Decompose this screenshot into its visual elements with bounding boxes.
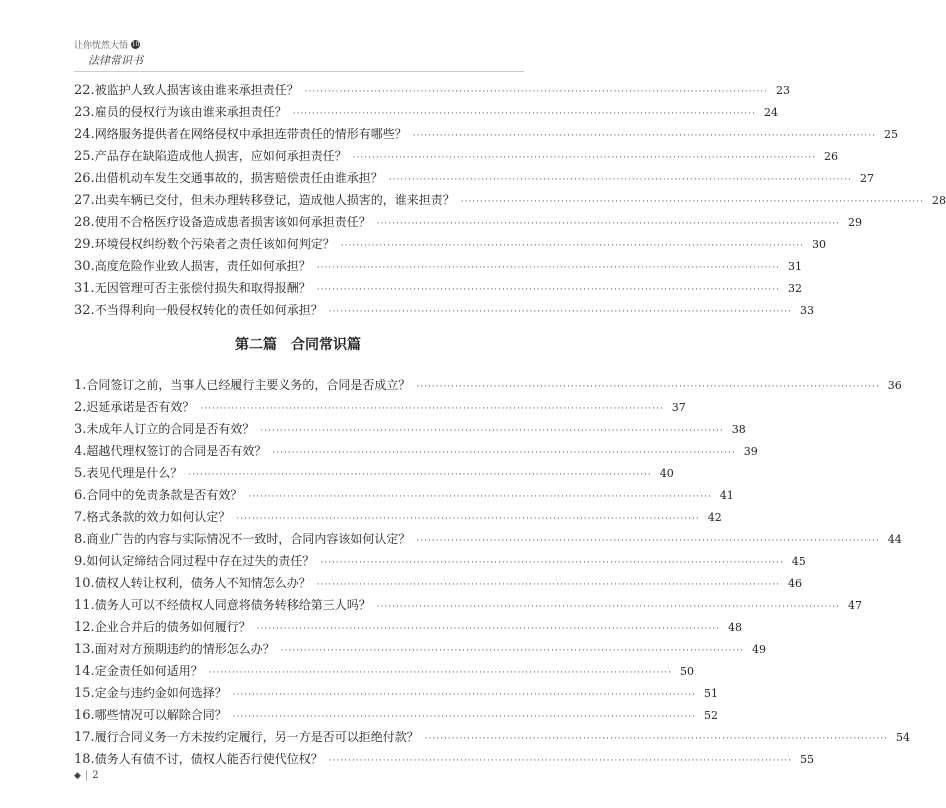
toc-entry[interactable] bbox=[74, 748, 815, 770]
running-header bbox=[74, 38, 143, 67]
toc-entry-title: 表见代理是什么？ bbox=[86, 466, 183, 480]
toc-entry-title: 超越代理权签订的合同是否有效？ bbox=[86, 444, 267, 458]
toc-entry-page: 25 bbox=[884, 128, 899, 141]
toc-entry-page: 31 bbox=[788, 260, 803, 273]
toc-dot-leader: ························································································································ bbox=[232, 690, 697, 700]
toc-dot-leader: ························································································································ bbox=[256, 624, 721, 634]
toc-entry-title: 如何认定缔结合同过程中存在过失的责任？ bbox=[86, 554, 315, 568]
toc-entry-page: 26 bbox=[824, 150, 839, 163]
toc-entry-title: 无因管理可否主张偿付损失和取得报酬？ bbox=[94, 281, 311, 295]
toc-entry-title: 格式条款的效力如何认定？ bbox=[86, 510, 231, 524]
toc-entry-title: 雇员的侵权行为该由谁来承担责任？ bbox=[94, 105, 287, 119]
toc-dot-leader: ························································································································ bbox=[424, 734, 889, 744]
toc-entry[interactable] bbox=[74, 682, 719, 704]
series-name: 让你恍然大悟 bbox=[74, 41, 129, 51]
toc-entry-page: 29 bbox=[848, 216, 863, 229]
toc-dot-leader: ························································································································ bbox=[328, 756, 793, 766]
toc-entry-title: 履行合同义务一方未按约定履行，另一方是否可以拒绝付款？ bbox=[94, 730, 419, 744]
toc-entry[interactable] bbox=[74, 726, 911, 748]
toc-entry-number: 18. bbox=[74, 752, 95, 767]
toc-entry-page: 40 bbox=[659, 467, 674, 480]
toc-entry-number: 14. bbox=[74, 664, 95, 679]
toc-dot-leader: ························································································································ bbox=[236, 514, 700, 524]
toc-entry-page: 27 bbox=[860, 172, 875, 185]
toc-entry-page: 30 bbox=[812, 238, 827, 251]
toc-dot-leader: ························································································································ bbox=[280, 646, 745, 656]
toc-entry[interactable] bbox=[74, 704, 719, 726]
toc-entry-number: 24. bbox=[74, 127, 95, 142]
toc-dot-leader: ························································································································ bbox=[272, 448, 736, 458]
toc-entry-number: 17. bbox=[74, 730, 95, 745]
toc-entry[interactable] bbox=[74, 484, 734, 506]
toc-entry-title: 未成年人订立的合同是否有效？ bbox=[86, 422, 255, 436]
toc-entry-title: 出借机动车发生交通事故的，损害赔偿责任由谁承担？ bbox=[94, 171, 383, 185]
toc-entry-number: 3. bbox=[74, 422, 87, 437]
toc-entry-number: 5. bbox=[74, 466, 87, 481]
toc-entry-title: 企业合并后的债务如何履行？ bbox=[94, 620, 251, 634]
toc-entry-page: 49 bbox=[752, 643, 767, 656]
series-badge-icon: 10 bbox=[131, 41, 140, 48]
toc-entry-title: 使用不合格医疗设备造成患者损害该如何承担责任？ bbox=[94, 215, 371, 229]
toc-entry-page: 39 bbox=[743, 445, 758, 458]
toc-entry[interactable] bbox=[74, 189, 946, 211]
toc-entry-number: 25. bbox=[74, 149, 95, 164]
toc-dot-leader: ························································································································ bbox=[232, 712, 697, 722]
toc-section-2 bbox=[74, 374, 911, 770]
toc-dot-leader: ························································································································ bbox=[376, 219, 841, 229]
toc-entry[interactable] bbox=[74, 374, 902, 396]
toc-entry-page: 47 bbox=[848, 599, 863, 612]
toc-entry-page: 41 bbox=[719, 489, 734, 502]
toc-entry[interactable] bbox=[74, 101, 779, 123]
toc-entry[interactable] bbox=[74, 167, 875, 189]
toc-entry[interactable] bbox=[74, 145, 839, 167]
toc-entry[interactable] bbox=[74, 396, 686, 418]
toc-entry-title: 定金与违约金如何选择？ bbox=[94, 686, 227, 700]
toc-entry-title: 环境侵权纠纷数个污染者之责任该如何判定？ bbox=[94, 237, 335, 251]
toc-entry-number: 32. bbox=[74, 303, 95, 318]
toc-entry-page: 37 bbox=[671, 401, 686, 414]
toc-entry-number: 9. bbox=[74, 554, 87, 569]
toc-entry-page: 46 bbox=[788, 577, 803, 590]
toc-entry-title: 产品存在缺陷造成他人损害，应如何承担责任？ bbox=[94, 149, 347, 163]
toc-dot-leader: ························································································································ bbox=[292, 109, 757, 119]
toc-entry[interactable] bbox=[74, 299, 815, 321]
toc-entry[interactable] bbox=[74, 660, 695, 682]
toc-entry-title: 迟延承诺是否有效？ bbox=[86, 400, 195, 414]
page-footer bbox=[74, 770, 99, 781]
toc-entry-number: 7. bbox=[74, 510, 87, 525]
toc-entry-number: 31. bbox=[74, 281, 95, 296]
toc-dot-leader: ························································································································ bbox=[352, 153, 817, 163]
toc-entry-number: 15. bbox=[74, 686, 95, 701]
toc-dot-leader: ························································································································ bbox=[304, 87, 769, 97]
toc-entry-number: 10. bbox=[74, 576, 95, 591]
toc-entry-number: 28. bbox=[74, 215, 95, 230]
toc-entry-page: 32 bbox=[788, 282, 803, 295]
toc-entry-number: 27. bbox=[74, 193, 95, 208]
toc-entry[interactable] bbox=[74, 550, 806, 572]
toc-entry-title: 被监护人致人损害该由谁来承担责任？ bbox=[94, 83, 299, 97]
toc-dot-leader: ························································································································ bbox=[412, 131, 877, 141]
toc-entry-title: 面对对方预期违约的情形怎么办？ bbox=[94, 642, 275, 656]
toc-entry-page: 52 bbox=[704, 709, 719, 722]
book-subtitle: 法律常识书 bbox=[88, 54, 143, 67]
toc-entry[interactable] bbox=[74, 594, 863, 616]
toc-entry[interactable] bbox=[74, 638, 767, 660]
toc-dot-leader: ························································································································ bbox=[188, 470, 652, 480]
toc-entry-number: 1. bbox=[74, 378, 87, 393]
toc-entry-title: 高度危险作业致人损害，责任如何承担？ bbox=[94, 259, 311, 273]
toc-entry[interactable] bbox=[74, 233, 827, 255]
toc-entry[interactable] bbox=[74, 211, 863, 233]
toc-entry-page: 51 bbox=[704, 687, 719, 700]
toc-entry-title: 合同中的免责条款是否有效？ bbox=[86, 488, 243, 502]
toc-entry-number: 2. bbox=[74, 400, 87, 415]
toc-entry-title: 债务人有债不讨，债权人能否行使代位权？ bbox=[94, 752, 323, 766]
toc-entry-page: 23 bbox=[776, 84, 791, 97]
toc-entry-number: 4. bbox=[74, 444, 87, 459]
footer-separator: | bbox=[84, 770, 89, 781]
toc-entry-number: 22. bbox=[74, 83, 95, 98]
toc-dot-leader: ························································································································ bbox=[316, 263, 781, 273]
toc-entry-number: 23. bbox=[74, 105, 95, 120]
toc-entry-number: 8. bbox=[74, 532, 87, 547]
toc-dot-leader: ························································································································ bbox=[208, 668, 673, 678]
toc-section-1 bbox=[74, 79, 946, 321]
toc-entry-title: 哪些情况可以解除合同？ bbox=[94, 708, 227, 722]
toc-dot-leader: ························································································································ bbox=[460, 197, 925, 207]
toc-entry[interactable] bbox=[74, 255, 803, 277]
toc-entry-page: 28 bbox=[932, 194, 946, 207]
toc-dot-leader: ························································································································ bbox=[248, 492, 712, 502]
toc-entry-page: 45 bbox=[791, 555, 806, 568]
toc-entry-number: 16. bbox=[74, 708, 95, 723]
toc-entry-number: 13. bbox=[74, 642, 95, 657]
toc-entry-title: 定金责任如何适用？ bbox=[94, 664, 203, 678]
toc-entry[interactable] bbox=[74, 277, 803, 299]
section-heading: 第二篇 合同常识篇 bbox=[235, 337, 361, 353]
series-title bbox=[74, 38, 140, 51]
toc-dot-leader: ························································································································ bbox=[316, 580, 781, 590]
toc-entry-title: 债权人转让权利，债务人不知情怎么办？ bbox=[94, 576, 311, 590]
toc-entry-title: 不当得利向一般侵权转化的责任如何承担？ bbox=[94, 303, 323, 317]
toc-entry-number: 29. bbox=[74, 237, 95, 252]
page-number: 2 bbox=[92, 770, 99, 781]
toc-entry[interactable] bbox=[74, 528, 902, 550]
toc-entry-page: 50 bbox=[680, 665, 695, 678]
toc-dot-leader: ························································································································ bbox=[416, 382, 880, 392]
toc-entry-page: 42 bbox=[707, 511, 722, 524]
toc-entry[interactable] bbox=[74, 440, 758, 462]
toc-dot-leader: ························································································································ bbox=[260, 426, 724, 436]
footer-mark-icon: ◆ bbox=[74, 770, 81, 781]
toc-entry[interactable] bbox=[74, 616, 743, 638]
toc-entry[interactable] bbox=[74, 123, 899, 145]
toc-entry-number: 30. bbox=[74, 259, 95, 274]
toc-entry[interactable] bbox=[74, 572, 803, 594]
toc-entry-page: 44 bbox=[887, 533, 902, 546]
toc-entry-page: 55 bbox=[800, 753, 815, 766]
toc-dot-leader: ························································································································ bbox=[376, 602, 841, 612]
toc-entry-number: 6. bbox=[74, 488, 87, 503]
toc-dot-leader: ························································································································ bbox=[320, 558, 784, 568]
header-divider bbox=[74, 71, 524, 72]
toc-dot-leader: ························································································································ bbox=[316, 285, 781, 295]
toc-dot-leader: ························································································································ bbox=[340, 241, 805, 251]
toc-dot-leader: ························································································································ bbox=[416, 536, 880, 546]
toc-dot-leader: ························································································································ bbox=[200, 404, 664, 414]
toc-entry[interactable] bbox=[74, 506, 722, 528]
toc-dot-leader: ························································································································ bbox=[388, 175, 853, 185]
toc-entry-page: 33 bbox=[800, 304, 815, 317]
toc-entry[interactable] bbox=[74, 462, 674, 484]
toc-entry-title: 网络服务提供者在网络侵权中承担连带责任的情形有哪些？ bbox=[94, 127, 407, 141]
toc-entry-title: 合同签订之前，当事人已经履行主要义务的，合同是否成立？ bbox=[86, 378, 411, 392]
toc-entry[interactable] bbox=[74, 418, 746, 440]
toc-entry-page: 48 bbox=[728, 621, 743, 634]
toc-entry[interactable] bbox=[74, 79, 791, 101]
toc-entry-page: 38 bbox=[731, 423, 746, 436]
toc-entry-number: 11. bbox=[74, 598, 95, 613]
toc-entry-page: 54 bbox=[896, 731, 911, 744]
toc-entry-page: 36 bbox=[887, 379, 902, 392]
toc-entry-page: 24 bbox=[764, 106, 779, 119]
toc-dot-leader: ························································································································ bbox=[328, 307, 793, 317]
toc-entry-title: 出卖车辆已交付，但未办理转移登记，造成他人损害的，谁来担责？ bbox=[94, 193, 455, 207]
toc-entry-title: 债务人可以不经债权人同意将债务转移给第三人吗？ bbox=[94, 598, 371, 612]
toc-entry-number: 12. bbox=[74, 620, 95, 635]
toc-entry-title: 商业广告的内容与实际情况不一致时，合同内容该如何认定？ bbox=[86, 532, 411, 546]
toc-entry-number: 26. bbox=[74, 171, 95, 186]
